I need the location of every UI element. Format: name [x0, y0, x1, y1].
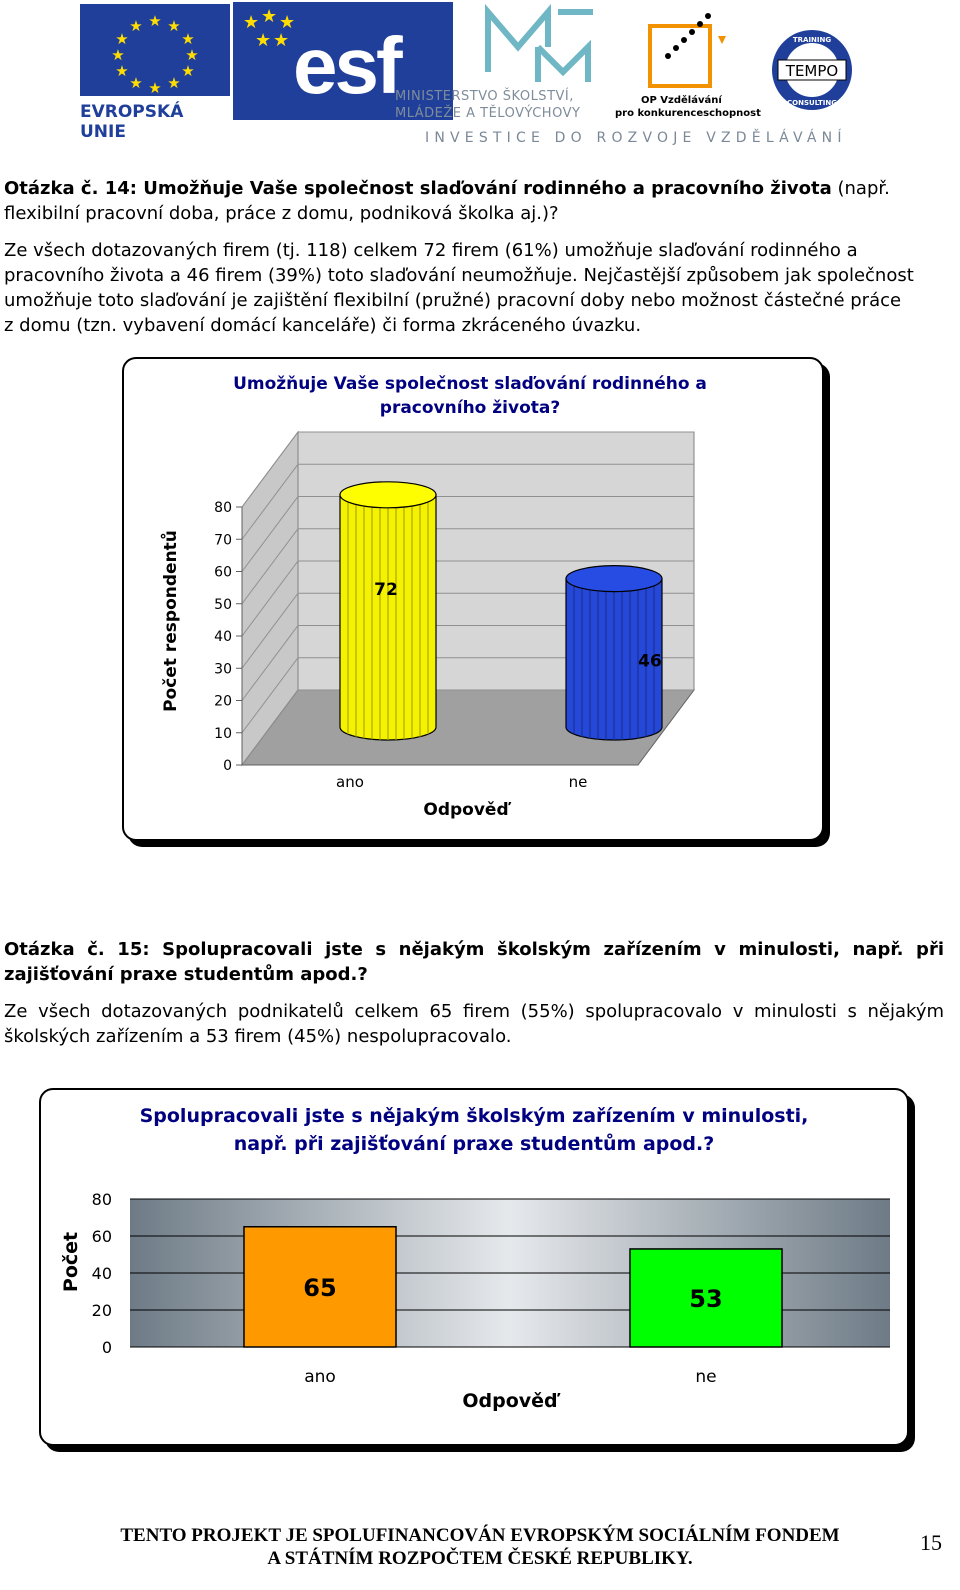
chart2-tick-label: 40: [91, 1264, 112, 1283]
eu-logo: [80, 2, 230, 142]
chart1-bar-top: [566, 566, 662, 592]
page-number: 15: [920, 1530, 942, 1555]
tempo-ring-top: TRAINING: [792, 36, 832, 44]
chart1-x-categories: [336, 773, 587, 791]
chart2-bar-ne: [630, 1249, 782, 1347]
q14-title-rest: (např.: [831, 178, 890, 199]
chart2-tick-label: 0: [101, 1338, 112, 1357]
chart1-tick-label: 20: [214, 693, 232, 710]
chart1-tick-label: 80: [214, 500, 232, 516]
chart1-tick-label: 0: [223, 758, 232, 774]
svg-text:★: ★: [167, 17, 181, 35]
svg-text:★: ★: [181, 30, 195, 48]
q14-para-line: pracovního života a 46 firem (39%) toto slaďování neumožňuje. Nejčastější způsobem jak společnost: [4, 265, 914, 286]
q14-para-line: Ze všech dotazovaných firem (tj. 118) celkem 72 firem (61%) umožňuje slaďování rodinného a: [4, 240, 858, 261]
svg-text:★: ★: [115, 30, 129, 48]
chart1-tick-label: 30: [214, 661, 232, 678]
svg-text:★: ★: [243, 12, 260, 33]
msmt-mark-icon: [478, 2, 608, 90]
svg-text:★: ★: [273, 30, 290, 51]
footer: [0, 1524, 960, 1570]
q15-paragraph: [4, 999, 944, 1049]
svg-text:★: ★: [129, 74, 143, 92]
chart1-tick-label: 60: [214, 564, 232, 581]
chart2-y-ticks: [92, 1190, 112, 1357]
tempo-mark-icon: [770, 28, 854, 112]
chart1-tick-label: 40: [214, 629, 232, 645]
chart1-title-line2: pracovního života?: [379, 398, 561, 418]
chart2-x-axis-label: Odpověď: [462, 1390, 558, 1412]
svg-text:★: ★: [115, 62, 129, 80]
svg-text:★: ★: [255, 30, 272, 51]
q14-title: [4, 176, 944, 226]
tempo-logo: [770, 28, 854, 112]
chart2-category-label: ano: [304, 1367, 336, 1387]
chart1-y-axis-label: Počet respondentů: [161, 530, 181, 712]
op-mark-icon: [630, 6, 750, 96]
svg-text:★: ★: [129, 17, 143, 35]
svg-text:★: ★: [148, 79, 162, 96]
chart1-category-label: ne: [568, 773, 588, 791]
op-logo: [630, 6, 750, 101]
chart1-data-label: 46: [638, 651, 662, 672]
q15-para-line: školských zařízením a 53 firem (45%) nespolupracovalo.: [4, 1026, 512, 1047]
svg-text:★: ★: [185, 46, 199, 64]
tempo-text: TEMPO: [785, 62, 839, 80]
msmt-logo: [478, 2, 608, 90]
chart1-category-label: ano: [336, 773, 364, 791]
q14-para-line: umožňuje toto slaďování je zajištění flexibilní (pružné) pracovní doby nebo možnost částečné práce: [4, 290, 902, 311]
msmt-line2: MLÁDEŽE A TĚLOVÝCHOVY: [395, 106, 581, 121]
eu-label: EVROPSKÁ UNIE: [80, 102, 184, 142]
msmt-label: [395, 88, 580, 122]
chart2-y-axis-label: Počet: [60, 1231, 82, 1293]
q15-para-line: Ze všech dotazovaných podnikatelů celkem 65 firem (55%) spolupracovalo v minulosti s nějakým: [4, 1001, 944, 1022]
chart1-x-axis-label: Odpověď: [423, 800, 509, 820]
chart2-tick-label: 80: [91, 1190, 112, 1209]
chart1-frame: [122, 357, 824, 841]
svg-text:★: ★: [111, 46, 125, 64]
q14-title-line2: flexibilní pracovní doba, práce z domu, podniková školka aj.)?: [4, 203, 559, 224]
op-line2: pro konkurenceschopnost: [615, 108, 761, 119]
chart2-bar-ano: [244, 1227, 396, 1347]
chart1-tick-label: 10: [214, 725, 232, 742]
chart2-data-label: 65: [303, 1273, 337, 1302]
chart2-x-categories: [304, 1367, 716, 1387]
footer-line1: TENTO PROJEKT JE SPOLUFINANCOVÁN EVROPSKÝM SOCIÁLNÍM FONDEM: [120, 1525, 840, 1546]
q14-title-bold: Otázka č. 14: Umožňuje Vaše společnost slaďování rodinného a pracovního života: [4, 178, 832, 199]
eu-flag-icon: [80, 4, 230, 96]
chart2-tick-label: 20: [91, 1301, 112, 1320]
tempo-ring-bottom: CONSULTING: [787, 99, 837, 107]
tagline: INVESTICE DO ROZVOJE VZDĚLÁVÁNÍ: [425, 130, 847, 146]
svg-text:★: ★: [167, 74, 181, 92]
footer-line2: A STÁTNÍM ROZPOČTEM ČESKÉ REPUBLIKY.: [267, 1548, 693, 1569]
svg-text:★: ★: [181, 62, 195, 80]
chart1-data-label: 72: [374, 579, 398, 600]
chart1-svg: [124, 359, 822, 839]
q15-title-line1: Otázka č. 15: Spolupracovali jste s nějakým školským zařízením v minulosti, např. při: [4, 939, 944, 960]
chart2-frame: [39, 1088, 909, 1446]
q14-paragraph: [4, 238, 944, 338]
svg-text:★: ★: [279, 12, 296, 33]
chart1-tick-label: 50: [214, 596, 232, 613]
chart1-tick-label: 70: [214, 532, 232, 549]
q15-title: [4, 937, 944, 987]
chart2-tick-label: 60: [91, 1227, 112, 1246]
chart1-bar-ne: [566, 566, 662, 740]
q15-title-line2: zajišťování praxe studentům apod.?: [4, 964, 368, 985]
svg-text:★: ★: [261, 6, 278, 27]
chart2-title-line1: Spolupracovali jste s nějakým školským zařízením v minulosti,: [139, 1105, 809, 1127]
chart2-category-label: ne: [695, 1367, 717, 1387]
svg-text:★: ★: [148, 12, 162, 30]
chart1-title-line1: Umožňuje Vaše společnost slaďování rodinného a: [233, 374, 707, 394]
chart2-data-label: 53: [689, 1284, 723, 1313]
chart1-bar-ano: [340, 482, 436, 740]
header-logos: [80, 0, 880, 150]
chart1-bar-top: [340, 482, 436, 508]
chart1-y-ticks: [214, 500, 242, 774]
msmt-line1: MINISTERSTVO ŠKOLSTVÍ,: [395, 89, 574, 104]
q14-para-line: z domu (tzn. vybavení domácí kanceláře) či forma zkráceného úvazku.: [4, 315, 642, 336]
chart2-svg: [41, 1090, 907, 1444]
esf-text: esf: [293, 21, 400, 110]
chart2-title-line2: např. při zajišťování praxe studentům apod.?: [233, 1133, 715, 1155]
op-label: [615, 94, 761, 120]
op-line1: OP Vzdělávání: [641, 95, 722, 106]
